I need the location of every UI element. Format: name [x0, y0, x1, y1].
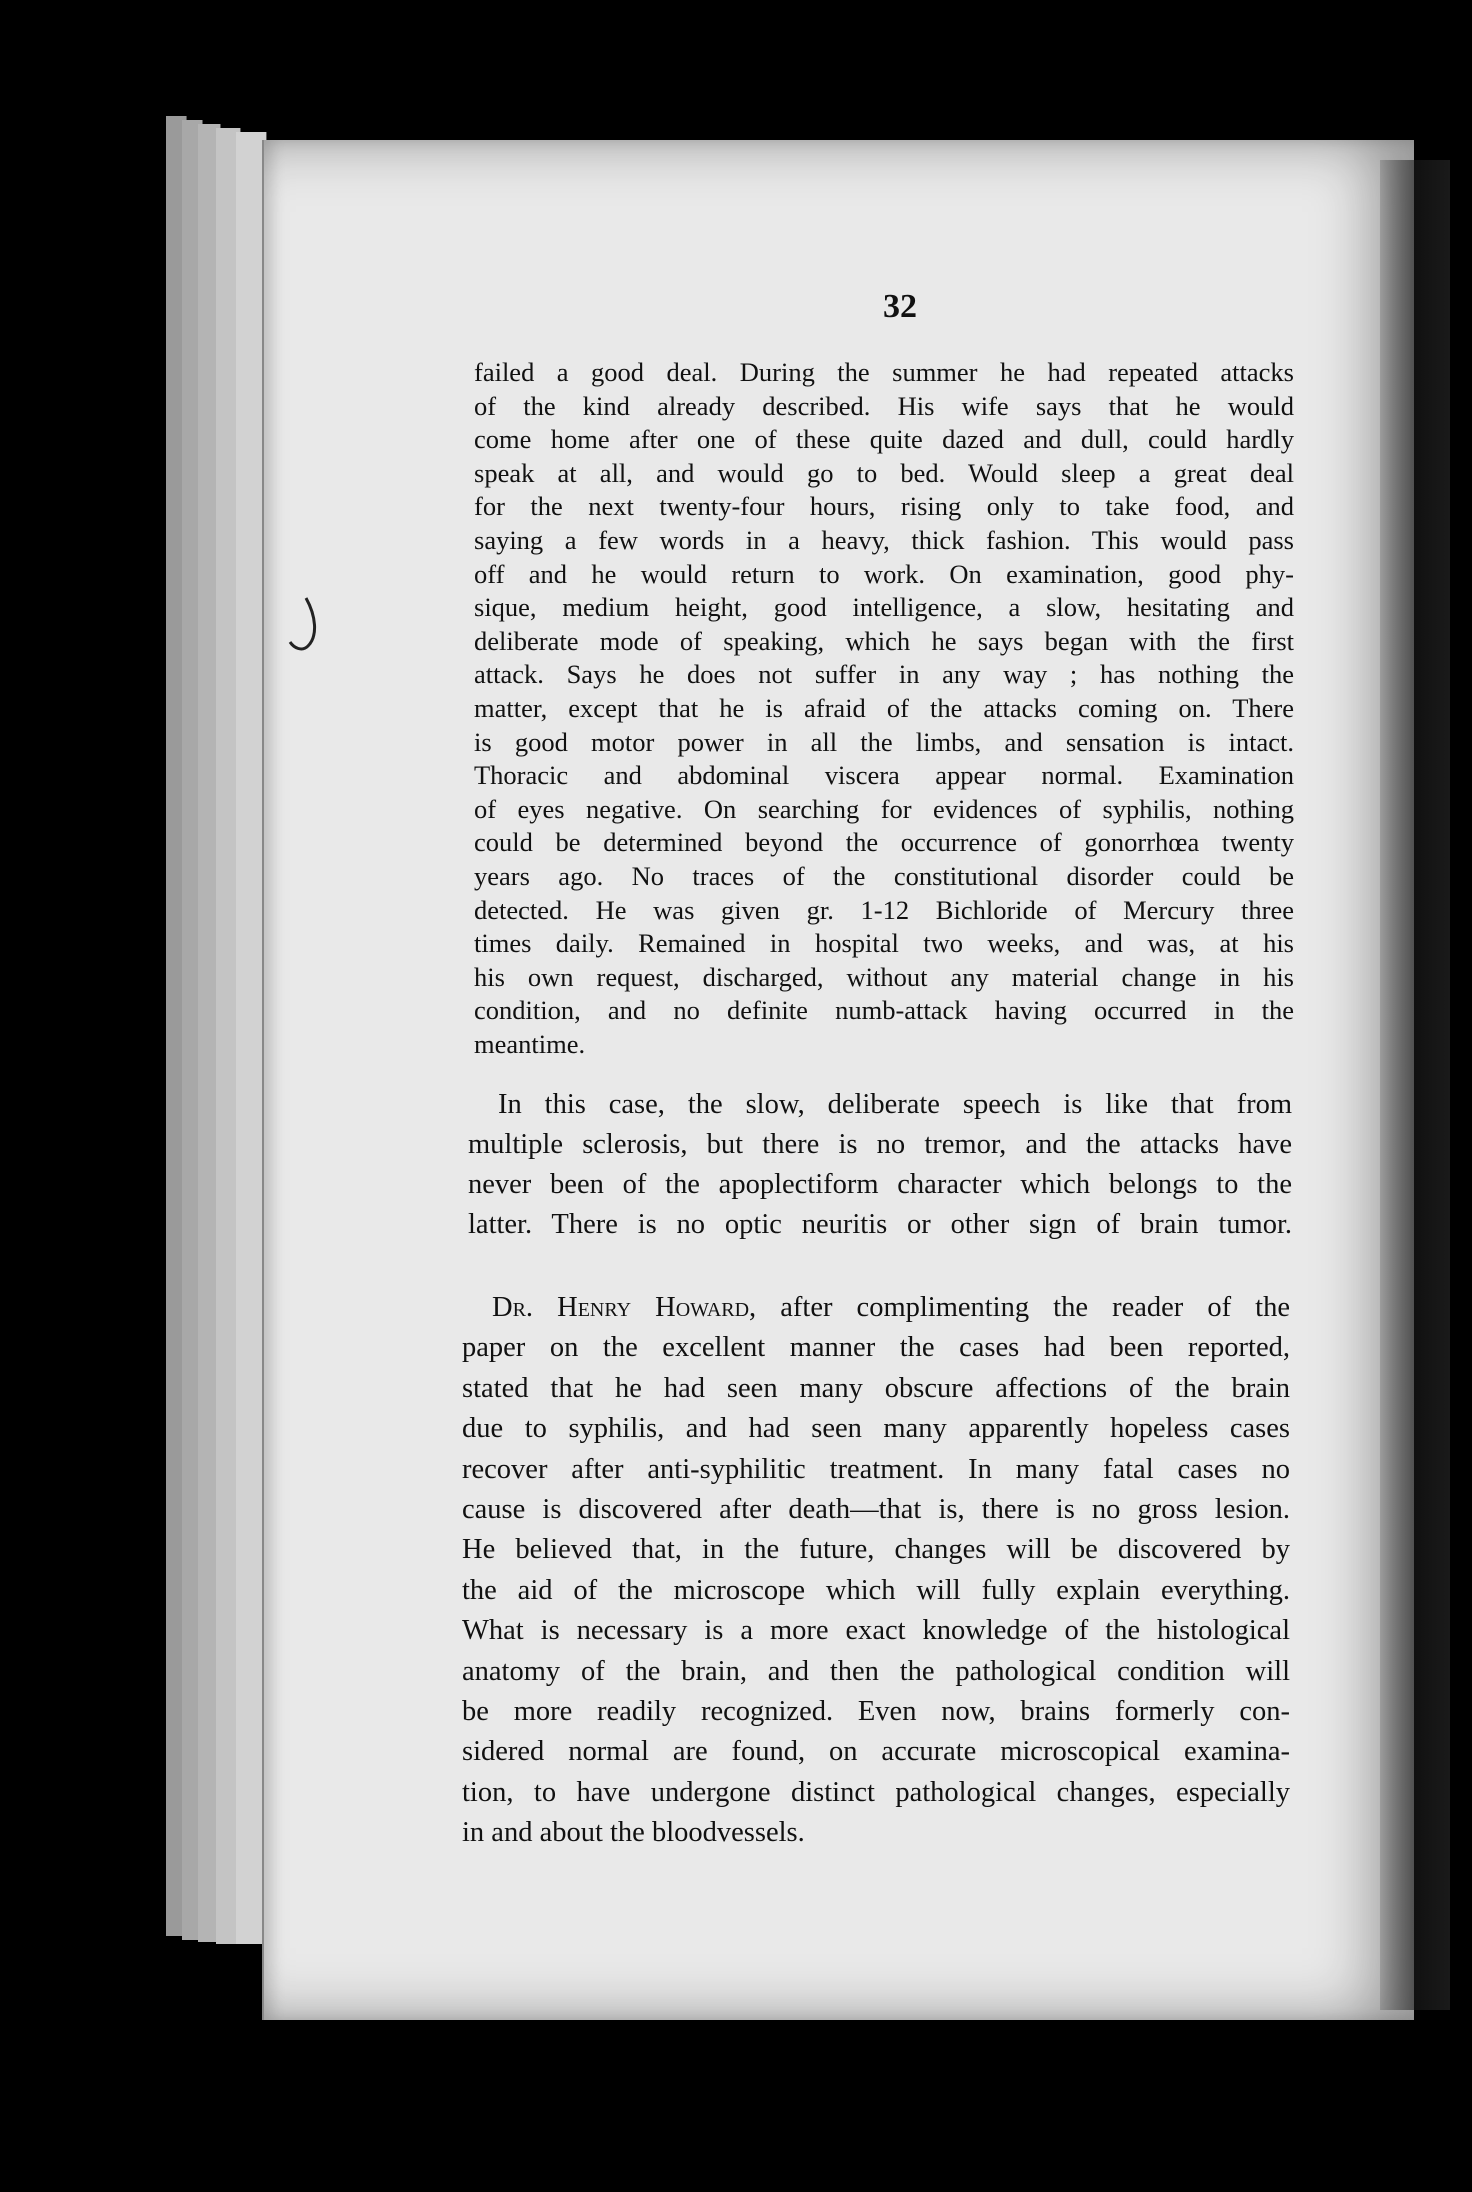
- text-line: never been of the apoplectiform character which belongs to the: [468, 1169, 1292, 1200]
- paragraph-case-history: [474, 356, 1294, 1061]
- text-line: sique, medium height, good intelligence, a slow, hesitating and: [474, 592, 1294, 623]
- text-line: He believed that, in the future, changes will be discovered by: [462, 1534, 1290, 1566]
- paragraph-case-commentary: [468, 1085, 1292, 1245]
- text-line: latter. There is no optic neuritis or other sign of brain tumor.: [468, 1209, 1292, 1240]
- text-fragment: after complimenting the reader of the: [780, 1292, 1290, 1323]
- text-line: multiple sclerosis, but there is no tremor, and the attacks have: [468, 1129, 1292, 1160]
- text-line: anatomy of the brain, and then the pathological condition will: [462, 1655, 1290, 1687]
- text-line: speak at all, and would go to bed. Would sleep a great deal: [474, 457, 1294, 488]
- text-line: be more readily recognized. Even now, brains formerly con-: [462, 1695, 1290, 1727]
- text-line: could be determined beyond the occurrence of gonorrhœa twenty: [474, 827, 1294, 858]
- text-line: his own request, discharged, without any material change in his: [474, 961, 1294, 992]
- text-line: of eyes negative. On searching for evidences of syphilis, nothing: [474, 793, 1294, 824]
- text-line: tion, to have undergone distinct pathological changes, especially: [462, 1776, 1290, 1808]
- gutter-shadow: [1380, 160, 1450, 2010]
- text-line: condition, and no definite numb-attack having occurred in the: [474, 995, 1294, 1026]
- text-line: failed a good deal. During the summer he had repeated attacks: [474, 357, 1294, 387]
- text-line: paper on the excellent manner the cases had been reported,: [462, 1332, 1290, 1364]
- text-line: for the next twenty-four hours, rising only to take food, and: [474, 491, 1294, 522]
- text-line: the aid of the microscope which will fully explain everything.: [462, 1574, 1290, 1606]
- text-line: saying a few words in a heavy, thick fashion. This would pass: [474, 524, 1294, 555]
- margin-pencil-mark: [286, 596, 326, 656]
- speaker-name: Dr. Henry Howard,: [492, 1292, 757, 1323]
- text-line: of the kind already described. His wife says that he would: [474, 390, 1294, 421]
- text-line: is good motor power in all the limbs, and sensation is intact.: [474, 726, 1294, 757]
- text-line: recover after anti-syphilitic treatment. In many fatal cases no: [462, 1453, 1290, 1485]
- text-line: Thoracic and abdominal viscera appear normal. Examination: [474, 760, 1294, 791]
- text-line: times daily. Remained in hospital two weeks, and was, at his: [474, 928, 1294, 959]
- text-line: in and about the bloodvessels.: [462, 1817, 805, 1849]
- paragraph-discussion: [462, 1288, 1290, 1853]
- text-line: come home after one of these quite dazed and dull, could hardly: [474, 424, 1294, 455]
- text-line: [462, 1288, 1290, 1328]
- page-number: 32: [883, 288, 917, 325]
- text-line: sidered normal are found, on accurate microscopical examina-: [462, 1736, 1290, 1768]
- text-line: deliberate mode of speaking, which he says began with the first: [474, 625, 1294, 656]
- text-line: cause is discovered after death—that is, there is no gross lesion.: [462, 1493, 1290, 1525]
- text-line: attack. Says he does not suffer in any way ; has nothing the: [474, 659, 1294, 690]
- text-line: due to syphilis, and had seen many apparently hopeless cases: [462, 1413, 1290, 1445]
- text-line: matter, except that he is afraid of the attacks coming on. There: [474, 692, 1294, 723]
- text-line: What is necessary is a more exact knowledge of the histological: [462, 1615, 1290, 1647]
- text-line: stated that he had seen many obscure affections of the brain: [462, 1372, 1290, 1404]
- text-line: In this case, the slow, deliberate speech is like that from: [498, 1089, 1292, 1120]
- text-line: detected. He was given gr. 1-12 Bichloride of Mercury three: [474, 894, 1294, 925]
- text-line: off and he would return to work. On examination, good phy-: [474, 558, 1294, 589]
- text-line: meantime.: [474, 1028, 586, 1059]
- text-line: years ago. No traces of the constitutional disorder could be: [474, 860, 1294, 891]
